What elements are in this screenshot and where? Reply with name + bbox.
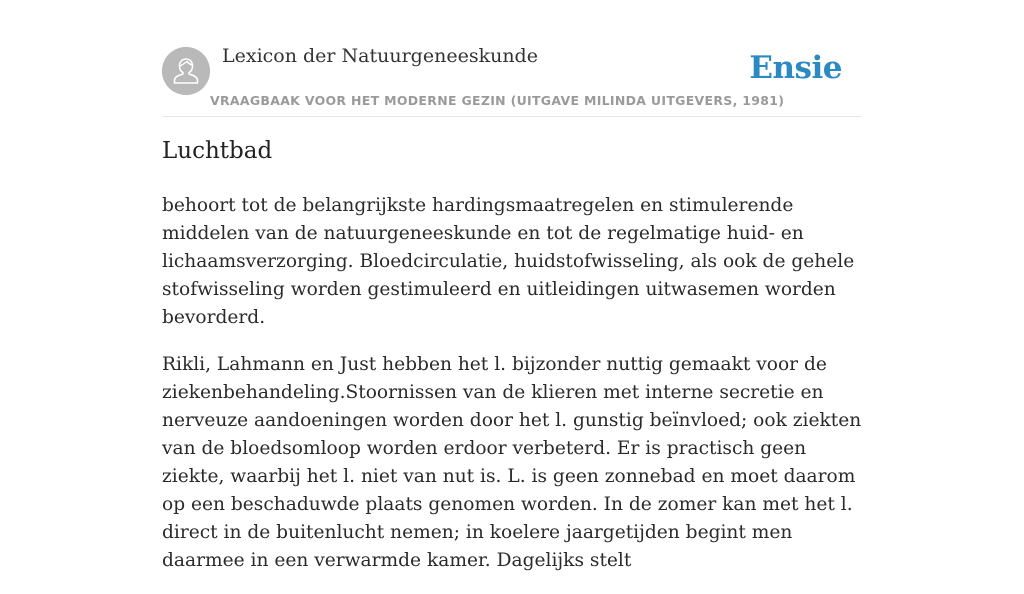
book-subtitle: VRAAGBAAK VOOR HET MODERNE GEZIN (UITGAVE MILINDA UITGEVERS, 1981)	[210, 93, 785, 108]
book-title-link[interactable]: Lexicon der Natuurgeneeskunde	[222, 45, 538, 67]
book-header	[162, 0, 862, 117]
ensie-logo-link[interactable]: Ensie	[749, 50, 842, 86]
entry-body	[162, 192, 862, 594]
entry-paragraph: behoort tot de belangrijkste hardingsmaatregelen en stimulerende middelen van de natuurgeneeskunde en tot de regelmatige huid- en lichaamsverzorging. Bloedcirculatie, huidstofwisseling, als ook de gehele stofwisseling worden gestimuleerd en uitleidingen uitwasemen worden bevorderd.	[162, 195, 855, 328]
entry-title: Luchtbad	[162, 138, 273, 164]
user-placeholder-icon[interactable]	[162, 47, 210, 95]
entry-paragraph: Rikli, Lahmann en Just hebben het l. bijzonder nuttig gemaakt voor de ziekenbehandeling.Stoornissen van de klieren met interne secretie en nerveuze aandoeningen worden door het l. gunstig beïnvloed; ook ziekten van de bloedsomloop worden erdoor verbeterd. Er is practisch geen ziekte, waarbij het l. niet van nut is. L. is geen zonnebad en moet daarom op een beschaduwde plaats genomen worden. In de zomer kan met het l. direct in de buitenlucht nemen; in koelere jaargetijden begint men daarmee in een verwarmde kamer. Dagelijks stelt	[162, 354, 862, 571]
